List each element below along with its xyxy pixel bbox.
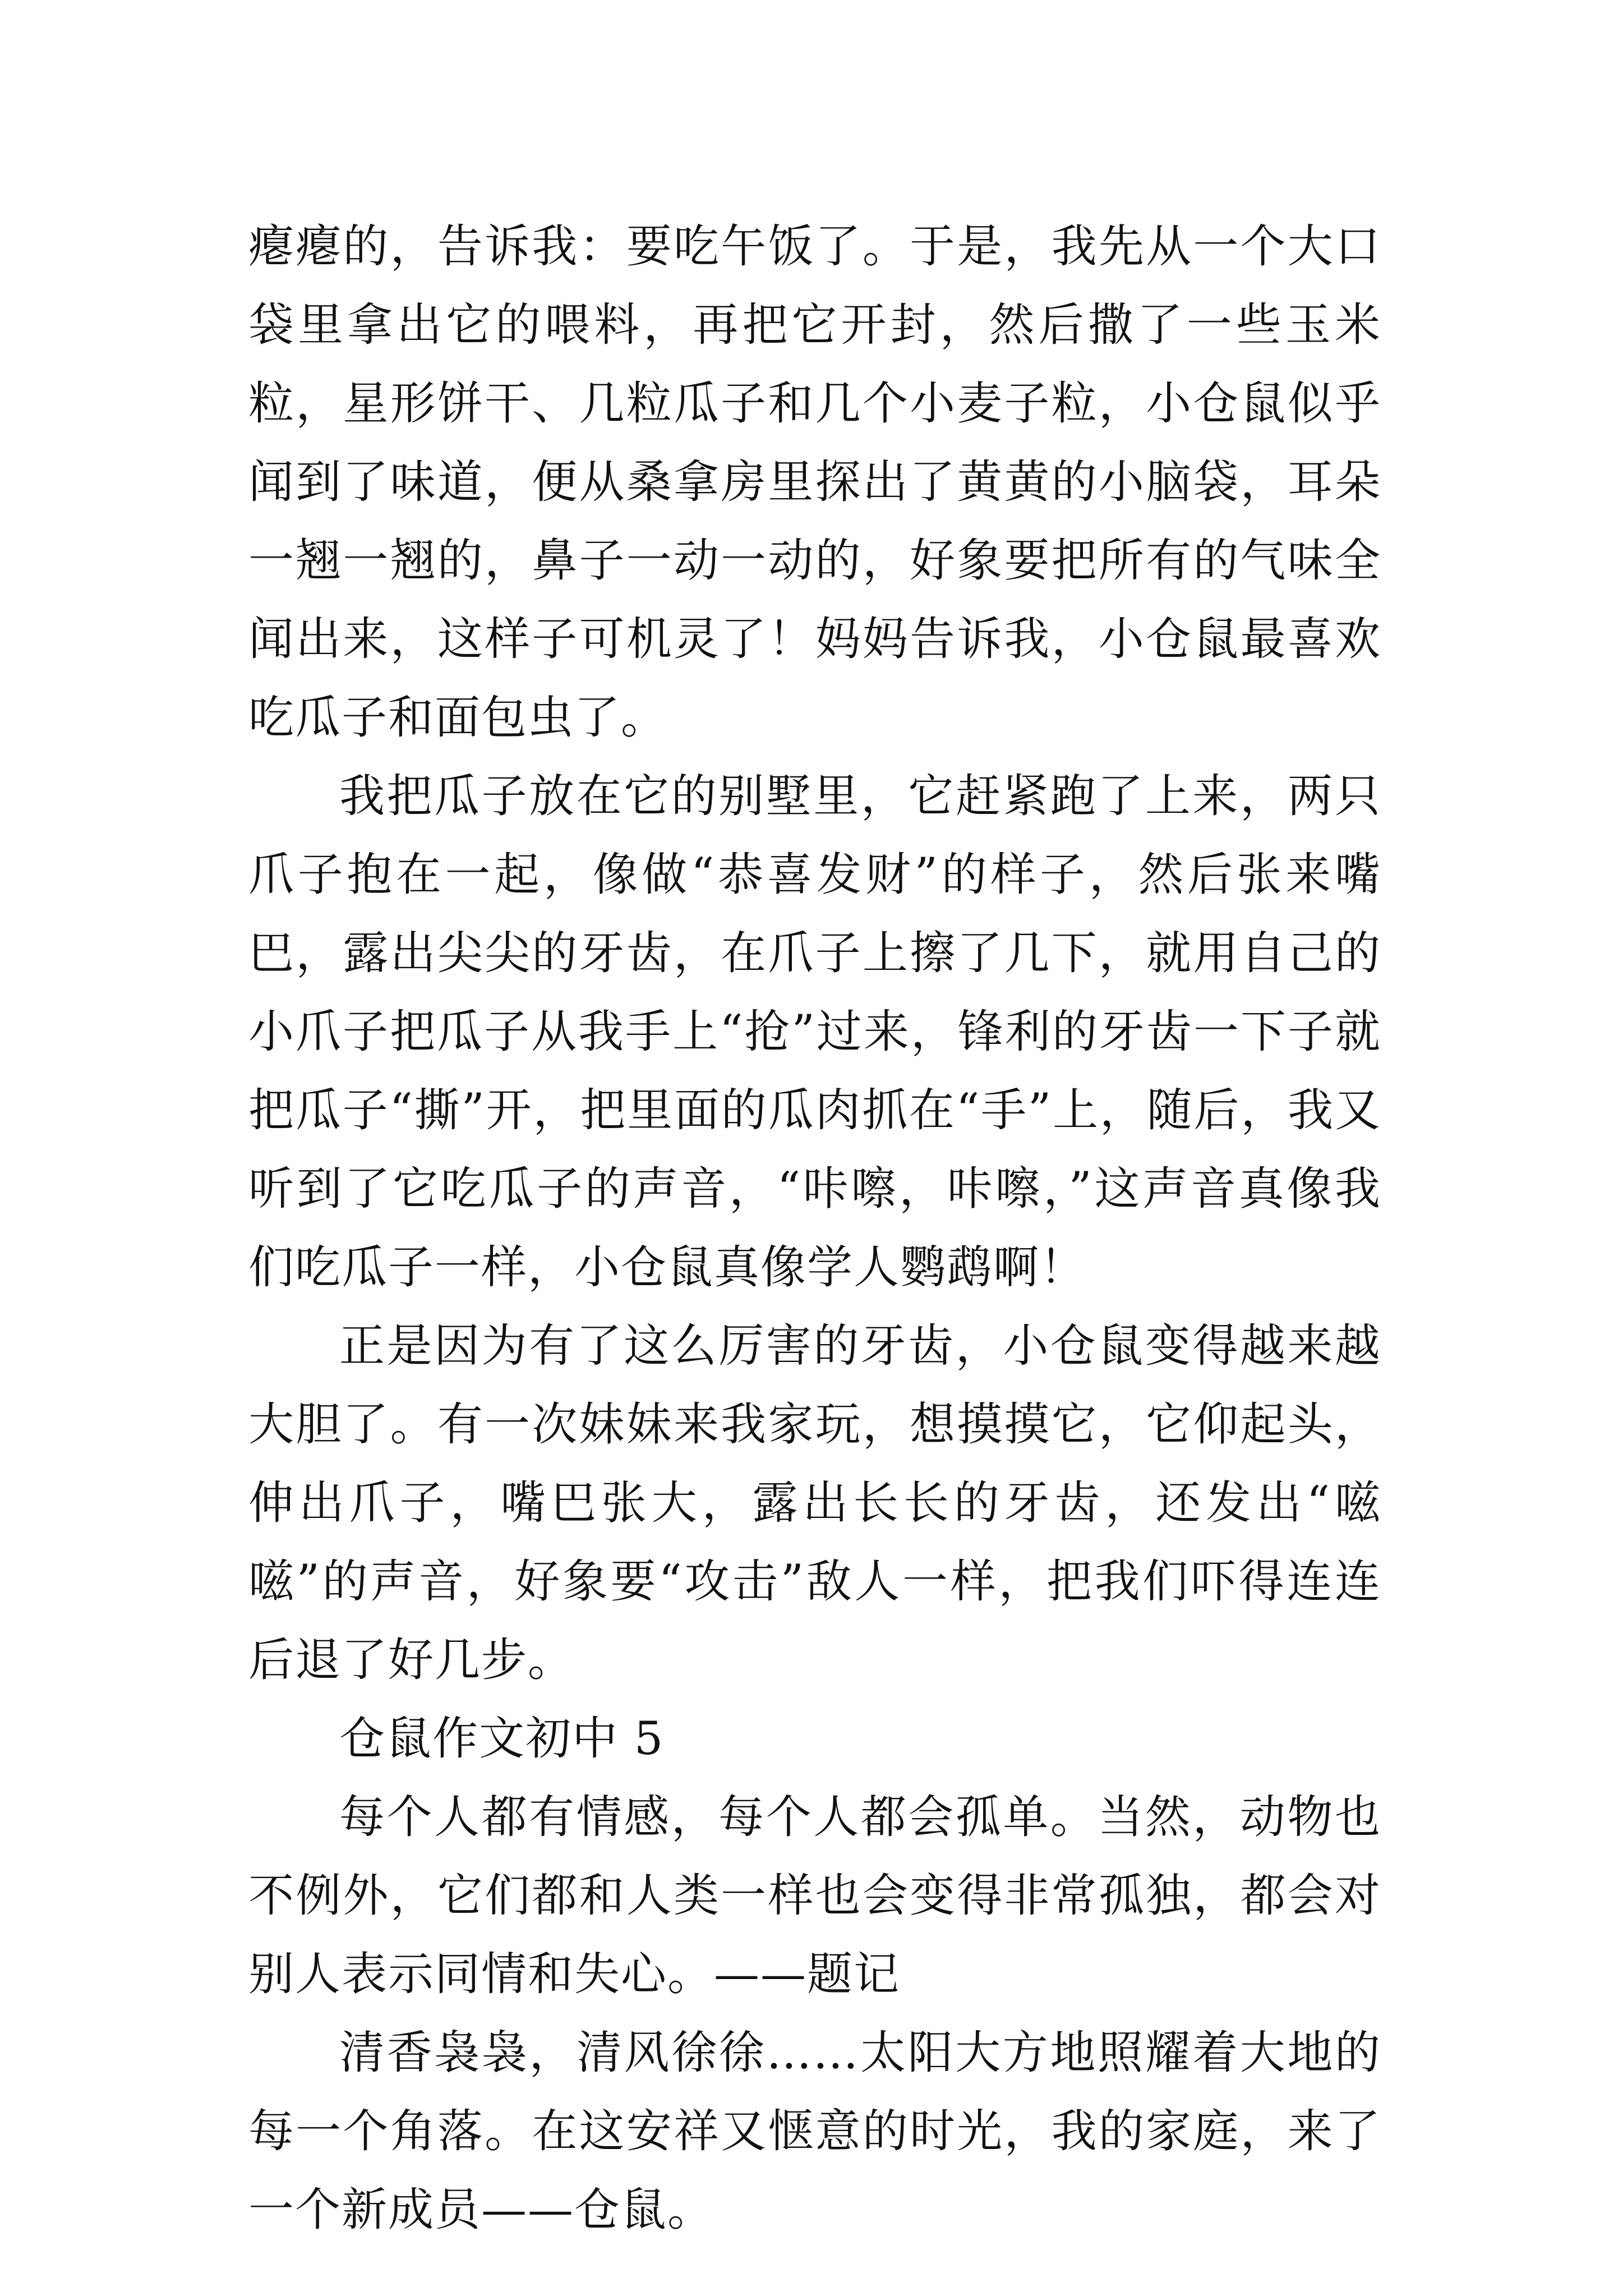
paragraph-1: 瘪瘪的，告诉我：要吃午饭了。于是，我先从一个大口袋里拿出它的喂料，再把它开封，然后撒了一些玉米粒，星形饼干、几粒瓜子和几个小麦子粒，小仓鼠似乎闻到了味道，便从桑拿房里探出了黄黄的小脑袋，耳朵一翘一翘的，鼻子一动一动的，好象要把所有的气味全闻出来，这样子可机灵了！妈妈告诉我，小仓鼠最喜欢吃瓜子和面包虫了。	[248, 220, 1381, 744]
paragraph-5: 清香袅袅，清风徐徐……太阳大方地照耀着大地的每一个角落。在这安祥又惬意的时光，我的家庭，来了一个新成员——仓鼠。	[248, 2027, 1381, 2237]
document-body	[248, 208, 1381, 2249]
paragraph-2: 我把瓜子放在它的别墅里，它赶紧跑了上来，两只爪子抱在一起，像做“恭喜发财”的样子，然后张来嘴巴，露出尖尖的牙齿，在爪子上擦了几下，就用自己的小爪子把瓜子从我手上“抢”过来，锋利的牙齿一下子就把瓜子“撕”开，把里面的瓜肉抓在“手”上，随后，我又听到了它吃瓜子的声音，“咔嚓，咔嚓，”这声音真像我们吃瓜子一样，小仓鼠真像学人鹦鹉啊！	[248, 770, 1381, 1294]
paragraph-4: 每个人都有情感，每个人都会孤单。当然，动物也不例外，它们都和人类一样也会变得非常孤独，都会对别人表示同情和失心。——题记	[248, 1791, 1381, 2001]
section-heading: 仓鼠作文初中 5	[339, 1713, 665, 1765]
paragraph-3: 正是因为有了这么厉害的牙齿，小仓鼠变得越来越大胆了。有一次妹妹来我家玩，想摸摸它，它仰起头，伸出爪子，嘴巴张大，露出长长的牙齿，还发出“嗞嗞”的声音，好象要“攻击”敌人一样，把我们吓得连连后退了好几步。	[248, 1320, 1381, 1687]
